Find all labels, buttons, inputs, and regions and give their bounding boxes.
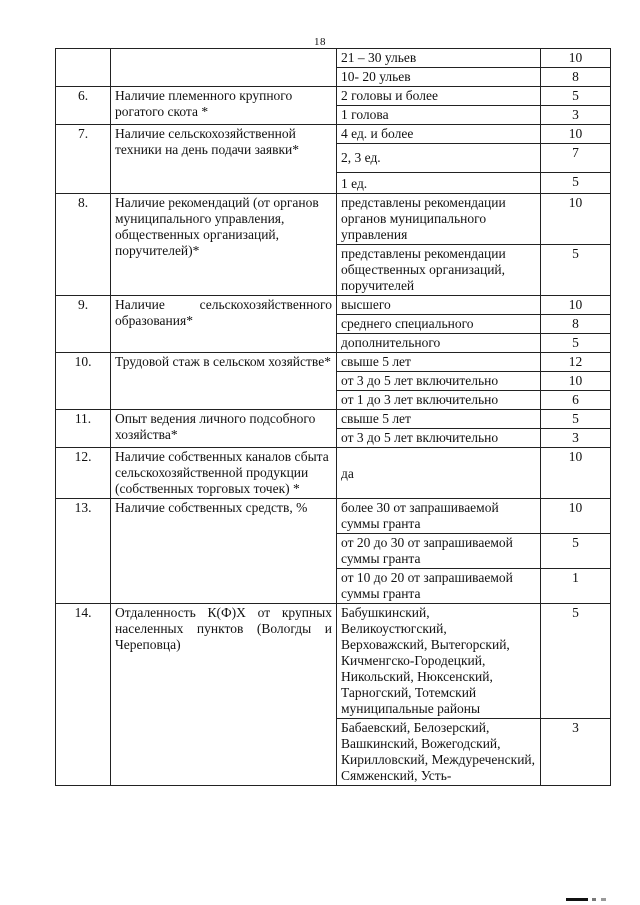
option-points: 10: [541, 49, 611, 68]
option-points: 8: [541, 68, 611, 87]
option-text: представлены рекомендации органов муниципального управления: [337, 194, 541, 245]
option-text: 4 ед. и более: [337, 125, 541, 144]
option-text: 2 головы и более: [337, 87, 541, 106]
option-points: 5: [541, 173, 611, 194]
option-points: 8: [541, 315, 611, 334]
option-points: 10: [541, 296, 611, 315]
option-text: более 30 от запрашиваемой суммы гранта: [337, 499, 541, 534]
criterion-name: Наличие сельскохозяйственного образования*: [111, 296, 337, 353]
table-row: [56, 49, 611, 68]
option-points: 5: [541, 334, 611, 353]
option-text: высшего: [337, 296, 541, 315]
option-text: от 3 до 5 лет включительно: [337, 372, 541, 391]
criterion-name: Наличие рекомендаций (от органов муниципального управления, общественных организаций, поручителей)*: [111, 194, 337, 296]
option-points: 10: [541, 499, 611, 534]
option-text: среднего специального: [337, 315, 541, 334]
option-text: представлены рекомендации общественных организаций, поручителей: [337, 245, 541, 296]
row-number: 7.: [56, 125, 111, 194]
table-row: [56, 87, 611, 106]
row-number: 9.: [56, 296, 111, 353]
option-text: Бабаевский, Белозерский, Вашкинский, Вожегодский, Кирилловский, Междуреченский, Сямженский, Усть-: [337, 719, 541, 786]
option-text: 1 голова: [337, 106, 541, 125]
criterion-name: Наличие собственных средств, %: [111, 499, 337, 604]
option-text: 1 ед.: [337, 173, 541, 194]
table-row: [56, 448, 611, 499]
table-row: [56, 499, 611, 534]
option-points: 5: [541, 534, 611, 569]
criterion-name: Опыт ведения личного подсобного хозяйства*: [111, 410, 337, 448]
option-text: от 1 до 3 лет включительно: [337, 391, 541, 410]
option-points: 3: [541, 429, 611, 448]
option-points: 7: [541, 144, 611, 173]
row-number: 10.: [56, 353, 111, 410]
option-text: от 20 до 30 от запрашиваемой суммы гранта: [337, 534, 541, 569]
criterion-name: Наличие сельскохозяйственной техники на день подачи заявки*: [111, 125, 337, 194]
option-text: свыше 5 лет: [337, 353, 541, 372]
row-number: 11.: [56, 410, 111, 448]
scan-mark: [566, 898, 606, 901]
option-text: от 3 до 5 лет включительно: [337, 429, 541, 448]
row-number: 14.: [56, 604, 111, 786]
criterion-name: Трудовой стаж в сельском хозяйстве*: [111, 353, 337, 410]
option-text: 2, 3 ед.: [337, 144, 541, 173]
option-points: 6: [541, 391, 611, 410]
criterion-name: Наличие собственных каналов сбыта сельскохозяйственной продукции (собственных торговых точек) *: [111, 448, 337, 499]
table-row: [56, 604, 611, 719]
table-row: [56, 296, 611, 315]
option-text: 21 – 30 ульев: [337, 49, 541, 68]
option-text: дополнительного: [337, 334, 541, 353]
option-points: 3: [541, 719, 611, 786]
option-text: свыше 5 лет: [337, 410, 541, 429]
row-number: [56, 49, 111, 87]
option-points: 5: [541, 410, 611, 429]
option-points: 3: [541, 106, 611, 125]
option-text: от 10 до 20 от запрашиваемой суммы гранта: [337, 569, 541, 604]
option-points: 10: [541, 125, 611, 144]
option-points: 5: [541, 604, 611, 719]
criterion-name: Отдаленность К(Ф)Х от крупных населенных пунктов (Вологды и Череповца): [111, 604, 337, 786]
table-row: [56, 353, 611, 372]
criterion-name: Наличие племенного крупного рогатого скота *: [111, 87, 337, 125]
row-number: 8.: [56, 194, 111, 296]
option-points: 5: [541, 245, 611, 296]
row-number: 6.: [56, 87, 111, 125]
table-row: [56, 125, 611, 144]
option-points: 12: [541, 353, 611, 372]
option-points: 10: [541, 372, 611, 391]
option-text: да: [337, 448, 541, 499]
option-text: Бабушкинский, Великоустюгский, Верховажский, Вытегорский, Кичменгско-Городецкий, Никольский, Нюксенский, Тарногский, Тотемский муниципальные районы: [337, 604, 541, 719]
option-points: 10: [541, 448, 611, 499]
row-number: 12.: [56, 448, 111, 499]
criteria-table: [55, 48, 611, 786]
option-points: 1: [541, 569, 611, 604]
option-text: 10- 20 ульев: [337, 68, 541, 87]
table-row: [56, 410, 611, 429]
row-number: 13.: [56, 499, 111, 604]
option-points: 5: [541, 87, 611, 106]
table-row: [56, 194, 611, 245]
criterion-name: [111, 49, 337, 87]
page-number: 18: [314, 36, 326, 48]
option-points: 10: [541, 194, 611, 245]
